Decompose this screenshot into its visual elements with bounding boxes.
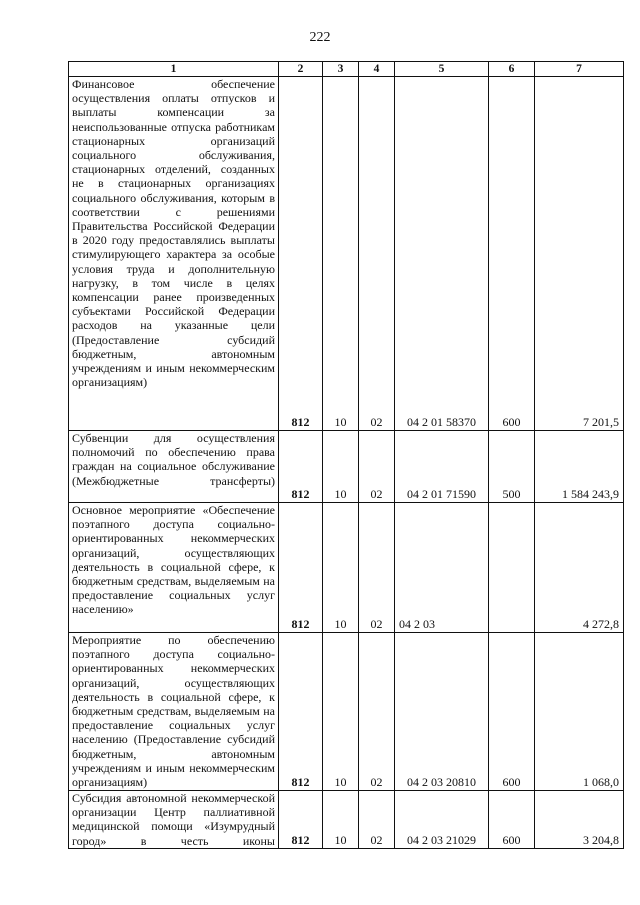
cell-col5: 04 2 03 xyxy=(395,503,489,633)
cell-col6: 600 xyxy=(489,633,535,791)
header-cell: 7 xyxy=(535,62,624,77)
cell-col6: 600 xyxy=(489,791,535,849)
table-row xyxy=(69,431,624,503)
cell-col3: 10 xyxy=(323,77,359,431)
cell-col4: 02 xyxy=(359,503,395,633)
row-description: Субвенции для осуществления полномочий по обеспечению права граждан на социальное обслуживание (Межбюджетные трансферты) xyxy=(69,431,279,503)
row-description: Финансовое обеспечение осуществления оплаты отпусков и выплаты компенсации за неиспользованные отпуска работникам стационарных организаций социального обслуживания, стационарных отделений, созданных не в стационарных организациях социального обслуживания, которым в соответствии с решениями Правительства Российской Федерации в 2020 году предоставлялись выплаты стимулирующего характера за особые условия труда и дополнительную нагрузку, в том числе в целях компенсации ранее произведенных субъектами Российской Федерации расходов на указанные цели (Предоставление субсидий бюджетным, автономным учреждениям и иным некоммерческим организациям) xyxy=(69,77,279,431)
cell-col2: 812 xyxy=(279,503,323,633)
cell-col5: 04 2 03 21029 xyxy=(395,791,489,849)
cell-col2: 812 xyxy=(279,791,323,849)
cell-col7: 3 204,8 xyxy=(535,791,624,849)
row-description: Основное мероприятие «Обеспечение поэтапного доступа социально-ориентированных некоммерческих организаций, осуществляющих деятельность в социальной сфере, к бюджетным средствам, выделяемым на предоставление социальных услуг населению» xyxy=(69,503,279,633)
cell-col5: 04 2 03 20810 xyxy=(395,633,489,791)
cell-col4: 02 xyxy=(359,791,395,849)
header-cell: 4 xyxy=(359,62,395,77)
cell-col6: 600 xyxy=(489,77,535,431)
cell-col4: 02 xyxy=(359,77,395,431)
table-row xyxy=(69,791,624,849)
cell-col2: 812 xyxy=(279,77,323,431)
table-row xyxy=(69,77,624,431)
row-description: Субсидия автономной некоммерческой организации Центр паллиативной медицинской помощи «Изумрудный город» в честь иконы xyxy=(69,791,279,849)
cell-col7: 1 584 243,9 xyxy=(535,431,624,503)
cell-col3: 10 xyxy=(323,791,359,849)
page-number: 222 xyxy=(309,30,331,45)
cell-col7: 7 201,5 xyxy=(535,77,624,431)
header-cell: 1 xyxy=(69,62,279,77)
cell-col7: 1 068,0 xyxy=(535,633,624,791)
table-row xyxy=(69,633,624,791)
cell-col7: 4 272,8 xyxy=(535,503,624,633)
header-row xyxy=(69,62,624,77)
cell-col5: 04 2 01 71590 xyxy=(395,431,489,503)
header-cell: 5 xyxy=(395,62,489,77)
cell-col2: 812 xyxy=(279,431,323,503)
cell-col6: 500 xyxy=(489,431,535,503)
cell-col4: 02 xyxy=(359,431,395,503)
budget-table xyxy=(68,61,624,849)
cell-col5: 04 2 01 58370 xyxy=(395,77,489,431)
cell-col3: 10 xyxy=(323,633,359,791)
cell-col6 xyxy=(489,503,535,633)
table-row xyxy=(69,503,624,633)
row-description: Мероприятие по обеспечению поэтапного доступа социально-ориентированных некоммерческих организаций, осуществляющих деятельность в социальной сфере, к бюджетным средствам, выделяемым на предоставление социальных услуг населению (Предоставление субсидий бюджетным, автономным учреждениям и иным некоммерческим организациям) xyxy=(69,633,279,791)
header-cell: 6 xyxy=(489,62,535,77)
header-cell: 3 xyxy=(323,62,359,77)
header-cell: 2 xyxy=(279,62,323,77)
cell-col2: 812 xyxy=(279,633,323,791)
cell-col3: 10 xyxy=(323,431,359,503)
cell-col4: 02 xyxy=(359,633,395,791)
cell-col3: 10 xyxy=(323,503,359,633)
